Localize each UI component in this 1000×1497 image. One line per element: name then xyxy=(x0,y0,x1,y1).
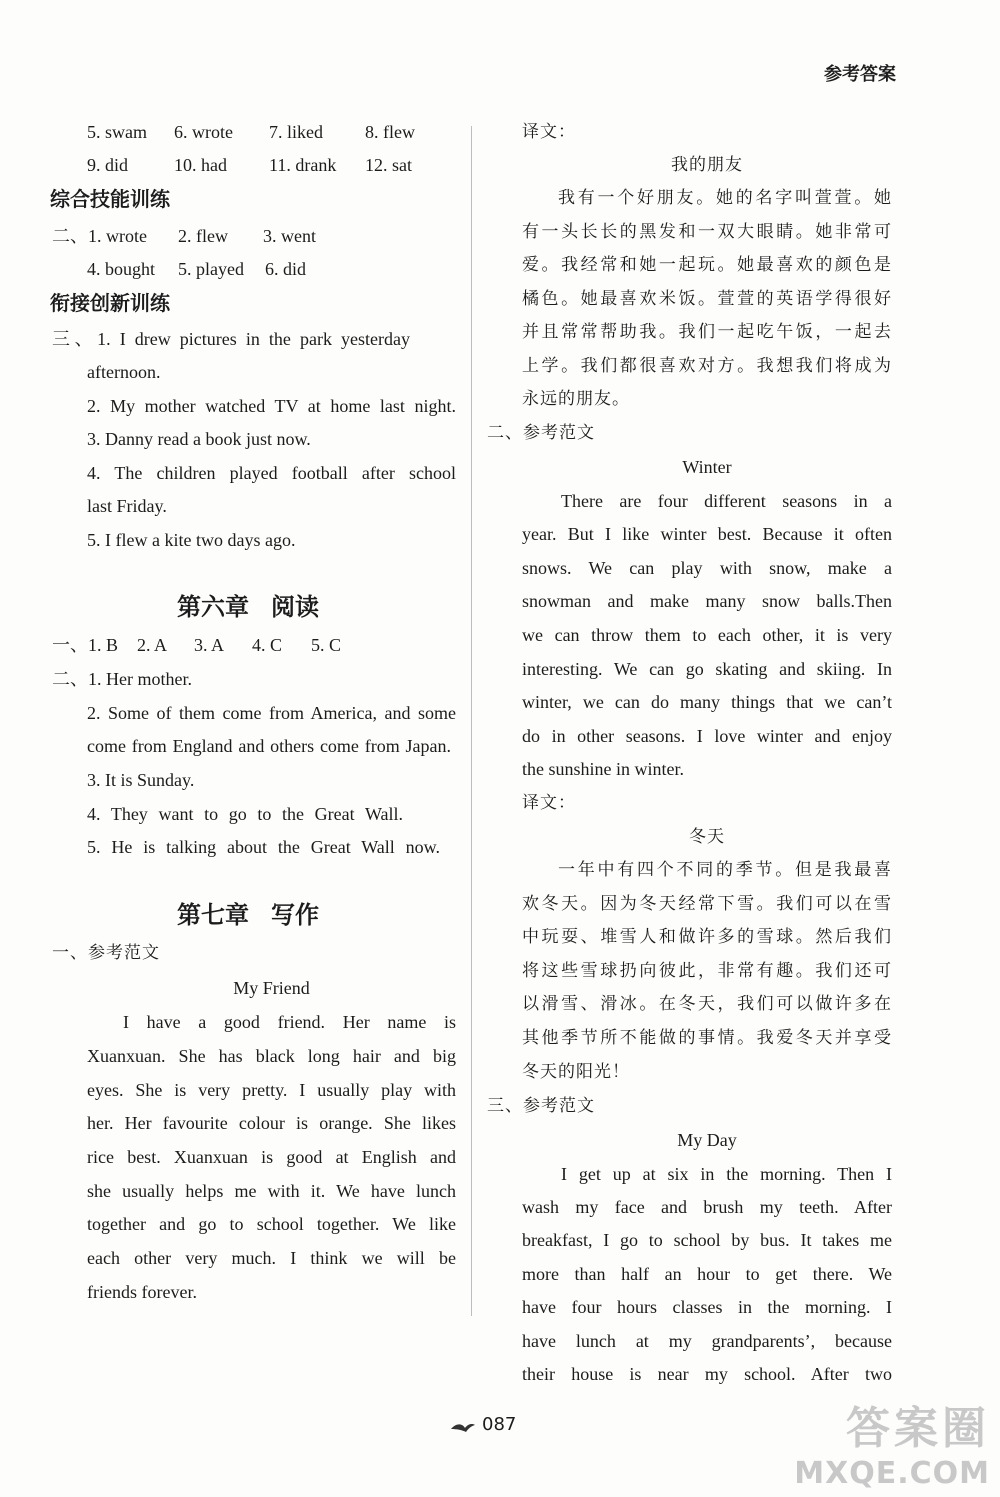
innovation-line-2: afternoon. xyxy=(87,362,161,382)
chapter-seven-title: 第七章 写作 xyxy=(177,900,319,929)
friend-line-2: Xuanxuan. She has black long hair and big xyxy=(87,1046,456,1066)
friend-line-9: friends forever. xyxy=(87,1282,197,1302)
trans1-line-7: 永远的朋友。 xyxy=(522,389,630,409)
day-line-5: have four hours classes in the morning. I xyxy=(522,1297,892,1317)
chapter-six-line-5: 3. It is Sunday. xyxy=(87,770,195,790)
essay-label-2: 二、参考范文 xyxy=(487,423,595,443)
trans2-line-3: 中玩耍、堆雪人和做许多的雪球。然后我们 xyxy=(522,927,892,947)
winter-line-7: winter, we can do many things that we can’t xyxy=(522,692,892,712)
skills-row-1: 二、1. wrote 2. flew 3. went xyxy=(52,226,316,246)
winter-line-2: year. But I like winter best. Because it often xyxy=(522,524,892,544)
trans2-line-2: 欢冬天。因为冬天经常下雪。我们可以在雪 xyxy=(522,894,892,914)
innovation-line-5: 4. The children played football after school xyxy=(87,463,456,483)
friend-line-6: she usually helps me with it. We have lunch xyxy=(87,1181,456,1201)
day-line-4: more than half an hour to get there. We xyxy=(522,1264,892,1284)
innovation-line-3: 2. My mother watched TV at home last night. xyxy=(87,396,456,416)
trans2-line-5: 以滑雪、滑冰。在冬天，我们可以做许多在 xyxy=(522,994,892,1014)
essay-title-my-friend: My Friend xyxy=(233,978,310,998)
chapter-six-line-7: 5. He is talking about the Great Wall now. xyxy=(87,837,440,857)
winter-line-6: interesting. We can go skating and skiing. In xyxy=(522,659,892,679)
friend-line-4: her. Her favourite colour is orange. She likes xyxy=(87,1113,456,1133)
answer-row-2: 9. did 10. had 11. drank 12. sat xyxy=(87,155,412,175)
trans2-line-4: 将这些雪球扔向彼此，非常有趣。我们还可 xyxy=(522,961,892,981)
day-line-7: their house is near my school. After two xyxy=(522,1364,892,1384)
day-line-3: breakfast, I go to school by bus. It takes me xyxy=(522,1230,892,1250)
trans1-line-6: 上学。我们都很喜欢对方。我想我们将成为 xyxy=(522,356,892,376)
column-divider xyxy=(471,126,472,1316)
chapter-six-line-2: 二、1. Her mother. xyxy=(52,669,192,689)
day-line-1: I get up at six in the morning. Then I xyxy=(561,1164,892,1184)
trans1-line-5: 并且常常帮助我。我们一起吃午饭，一起去 xyxy=(522,322,892,342)
innovation-line-1: 三、1. I drew pictures in the park yesterday xyxy=(52,329,410,349)
innovation-line-4: 3. Danny read a book just now. xyxy=(87,429,311,449)
winter-line-1: There are four different seasons in a xyxy=(561,491,892,511)
trans2-line-6: 其他季节所不能做的事情。我爱冬天并享受 xyxy=(522,1028,892,1048)
winter-line-4: snowman and make many snow balls.Then xyxy=(522,591,892,611)
page-footer xyxy=(450,1414,516,1435)
trans2-line-7: 冬天的阳光！ xyxy=(522,1062,630,1082)
page-header: 参考答案 xyxy=(824,64,896,85)
trans2-line-1: 一年中有四个不同的季节。但是我最喜 xyxy=(558,860,892,880)
chapter-six-line-3: 2. Some of them come from America, and some xyxy=(87,703,456,723)
translation-label-2: 译文： xyxy=(522,793,576,813)
chapter-six-row-1: 一、1. B 2. A 3. A 4. C 5. C xyxy=(52,635,342,655)
essay-label-3: 三、参考范文 xyxy=(487,1096,595,1116)
essay-title-my-day: My Day xyxy=(677,1130,737,1150)
friend-line-5: rice best. Xuanxuan is good at English and xyxy=(87,1147,456,1167)
winter-line-8: do in other seasons. I love winter and enjoy xyxy=(522,726,892,746)
friend-line-3: eyes. She is very pretty. I usually play with xyxy=(87,1080,456,1100)
winter-line-3: snows. We can play with snow, make a xyxy=(522,558,892,578)
skills-row-2: 4. bought 5. played 6. did xyxy=(87,259,307,279)
day-line-2: wash my face and brush my teeth. After xyxy=(522,1197,892,1217)
watermark-logo: 答案圈 xyxy=(846,1403,990,1454)
friend-line-8: each other very much. I think we will be xyxy=(87,1248,456,1268)
section-title-innovation: 衔接创新训练 xyxy=(50,291,170,315)
trans1-line-3: 爱。我经常和她一起玩。她最喜欢的颜色是 xyxy=(522,255,892,275)
bird-icon xyxy=(450,1418,476,1432)
translation-label-1: 译文： xyxy=(522,122,576,142)
chapter-six-line-6: 4. They want to go to the Great Wall. xyxy=(87,804,403,824)
innovation-line-7: 5. I flew a kite two days ago. xyxy=(87,530,296,550)
day-line-6: have lunch at my grandparents’, because xyxy=(522,1331,892,1351)
chapter-six-title: 第六章 阅读 xyxy=(177,592,319,621)
chapter-six-line-4: come from England and others come from Japan. xyxy=(87,736,451,756)
watermark xyxy=(794,1392,990,1491)
chapter-seven-label: 一、参考范文 xyxy=(52,943,160,963)
trans1-line-1: 我有一个好朋友。她的名字叫萱萱。她 xyxy=(558,188,892,208)
winter-line-5: we can throw them to each other, it is very xyxy=(522,625,892,645)
translation-title-my-friend: 我的朋友 xyxy=(671,155,743,175)
friend-line-1: I have a good friend. Her name is xyxy=(123,1012,456,1032)
trans1-line-2: 有一头长长的黑发和一双大眼睛。她非常可 xyxy=(522,222,892,242)
innovation-line-6: last Friday. xyxy=(87,496,167,516)
page-number: 087 xyxy=(482,1414,517,1435)
answer-row-1: 5. swam 6. wrote 7. liked 8. flew xyxy=(87,122,415,142)
translation-title-winter: 冬天 xyxy=(689,827,725,847)
friend-line-7: together and go to school together. We like xyxy=(87,1214,456,1234)
essay-title-winter: Winter xyxy=(682,457,732,477)
winter-line-9: the sunshine in winter. xyxy=(522,759,684,779)
section-title-skills: 综合技能训练 xyxy=(50,187,170,211)
trans1-line-4: 橘色。她最喜欢米饭。萱萱的英语学得很好 xyxy=(522,289,892,309)
watermark-url: MXQE.COM xyxy=(794,1456,990,1491)
